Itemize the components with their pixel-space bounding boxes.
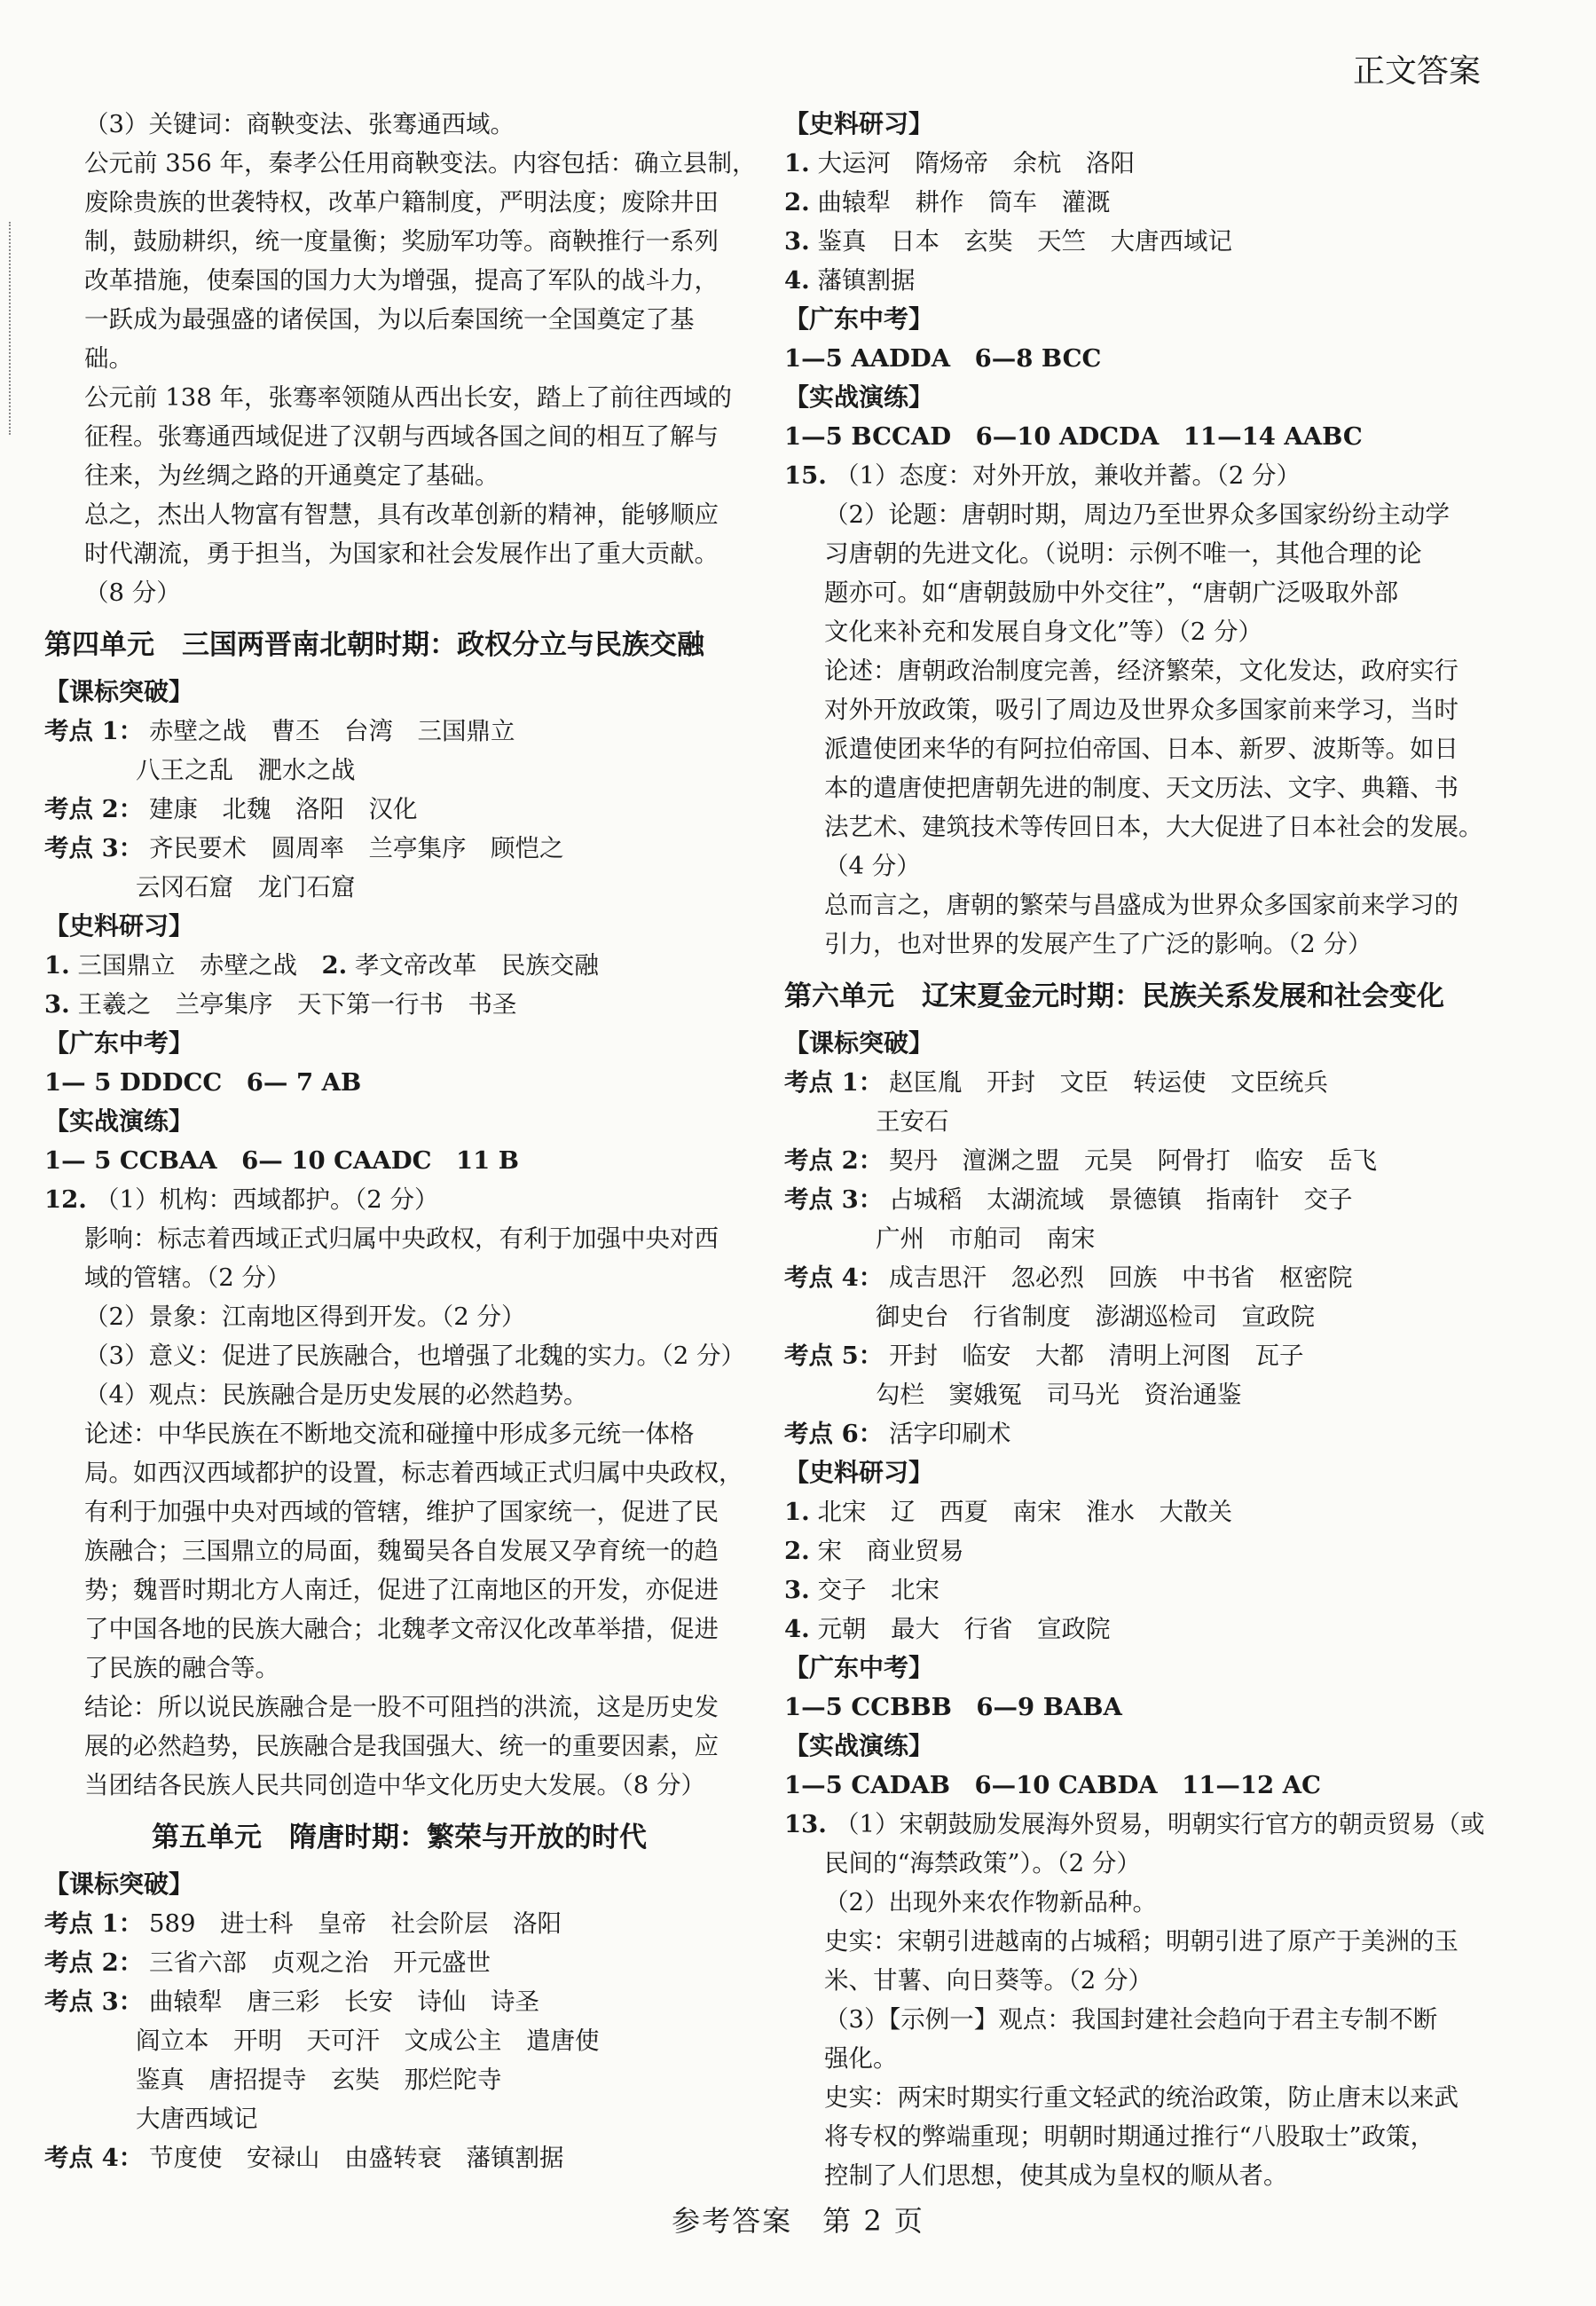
item-number: 3. [784,227,810,256]
answer-key: 1— 5 DDDCC [44,1068,247,1097]
answer-line: （2）论题：唐朝时期，周边乃至世界众多国家纷纷主动学 [824,500,1450,529]
unit6-title: 第六单元 辽宋夏金元时期：民族关系发展和社会变化 [784,980,1444,1012]
answer-line: 结论：所以说民族融合是一股不可阻挡的洪流，这是历史发 [84,1693,719,1721]
kaodian-row [44,712,754,751]
section-label: 【实战演练】 [44,1106,194,1136]
answer-key: 6—10 CABDA [974,1771,1183,1799]
section-label: 【实战演练】 [784,1731,934,1760]
intro-line: 往来，为丝绸之路的开通奠定了基础。 [84,461,499,490]
answer-line: 文化来补充和发展自身文化”等）（2 分） [824,618,1263,646]
kaodian-label: 考点 3： [44,834,144,862]
answer-line: 控制了人们思想，使其成为皇权的顺从者。 [824,2161,1288,2190]
section-label: 【史料研习】 [784,109,934,138]
answer-line: 了中国各地的民族大融合；北魏孝文帝汉化改革举措，促进 [84,1615,719,1643]
kaodian-row [44,2138,754,2177]
answer-line: 域的管辖。（2 分） [84,1263,291,1292]
answer-line: 有利于加强中央对西域的管辖，维护了国家统一，促进了民 [84,1498,719,1526]
item-number: 1. [44,951,70,980]
answer-key-row [44,1063,754,1102]
answer-key: 6—8 BCC [974,344,1102,373]
kaodian-answer: 勾栏 窦娥冤 司马光 资治通鉴 [876,1381,1242,1409]
answer-key-row [784,417,1503,456]
answer-line: 族融合；三国鼎立的局面，魏蜀吴各自发展又孕育统一的趋 [84,1537,719,1565]
item-answer: 交子 北宋 [817,1576,940,1604]
answer-line: 史实：宋朝引进越南的占城稻；明朝引进了原产于美洲的玉 [824,1927,1458,1956]
kaodian-label: 考点 3： [784,1185,884,1214]
answer-line: （1）态度：对外开放，兼收并蓄。（2 分） [835,461,1301,490]
intro-line: （8 分） [84,578,181,607]
item-answer: 大运河 隋炀帝 余杭 洛阳 [817,149,1135,177]
kaodian-answer: 契丹 澶渊之盟 元昊 阿骨打 临安 岳飞 [889,1146,1377,1175]
kaodian-answer: 赤壁之战 曹丕 台湾 三国鼎立 [149,717,515,745]
item-answer: 王羲之 兰亭集序 天下第一行书 书圣 [77,990,517,1019]
answer-line: 了民族的融合等。 [84,1654,279,1682]
kaodian-label: 考点 3： [44,1987,144,2016]
intro-line: 时代潮流，勇于担当，为国家和社会发展作出了重大贡献。 [84,539,719,568]
kaodian-row [44,1904,754,1943]
answer-line: （2）出现外来农作物新品种。 [824,1888,1157,1916]
answer-key-row [44,1141,754,1180]
answer-key: 1— 5 CCBAA [44,1146,242,1175]
kaodian-row [44,790,754,829]
answer-line: 派遣使团来华的有阿拉伯帝国、日本、新罗、波斯等。如日 [824,735,1458,763]
item-number: 4. [784,266,810,295]
intro-line: 公元前 356 年，秦孝公任用商鞅变法。内容包括：确立县制， [84,149,757,177]
question-number: 12. [44,1185,87,1214]
kaodian-answer: 589 进士科 皇帝 社会阶层 洛阳 [149,1909,562,1938]
unit5-title: 第五单元 隋唐时期：繁荣与开放的时代 [152,1822,647,1853]
kaodian-row [784,1180,1503,1219]
kaodian-row [784,1414,1503,1453]
kaodian-answer: 开封 临安 大都 清明上河图 瓦子 [889,1342,1304,1370]
shiliao-row [44,985,754,1024]
item-number: 1. [784,149,810,177]
kaodian-label: 考点 2： [784,1146,884,1175]
shiliao-row [784,1570,1503,1609]
answer-line: 影响：标志着西域正式归属中央政权，有利于加强中央对西 [84,1224,719,1253]
kaodian-answer: 占城稻 太湖流域 景德镇 指南针 交子 [889,1185,1353,1214]
kaodian-answer: 曲辕犁 唐三彩 长安 诗仙 诗圣 [149,1987,539,2016]
answer-key: 1—5 AADDA [784,344,975,373]
answer-key: 6—9 BABA [976,1693,1122,1721]
answer-line: 展的必然趋势，民族融合是我国强大、统一的重要因素，应 [84,1732,719,1760]
section-label: 【广东中考】 [44,1028,194,1058]
item-answer: 三国鼎立 赤壁之战 [77,951,322,980]
intro-line: 制，鼓励耕织，统一度量衡；奖励军功等。商鞅推行一系列 [84,227,719,256]
shiliao-row [784,222,1503,261]
answer-line: （3）【示例一】观点：我国封建社会趋向于君主专制不断 [824,2005,1438,2034]
intro-line: 征程。张骞通西域促进了汉朝与西域各国之间的相互了解与 [84,422,719,451]
kaodian-row [44,1943,754,1982]
intro-line: 废除贵族的世袭特权，改革户籍制度，严明法度；废除井田 [84,188,719,216]
answer-line: 总而言之，唐朝的繁荣与昌盛成为世界众多国家前来学习的 [824,891,1458,919]
item-answer: 鉴真 日本 玄奘 天竺 大唐西域记 [817,227,1232,256]
section-label: 【广东中考】 [784,304,934,334]
item-answer: 藩镇割据 [817,266,916,295]
left-column [44,105,757,2177]
answer-key: 1—5 CADAB [784,1771,975,1799]
question-row [784,1805,1503,1844]
answer-line: （3）意义：促进了民族融合，也增强了北魏的实力。（2 分） [84,1342,745,1370]
unit4-title: 第四单元 三国两晋南北朝时期：政权分立与民族交融 [44,629,704,661]
kaodian-answer: 鉴真 唐招提寺 玄奘 那烂陀寺 [136,2066,502,2094]
intro-line: 改革措施，使秦国的国力大为增强，提高了军队的战斗力， [84,266,719,295]
kaodian-answer: 大唐西域记 [136,2105,258,2133]
intro-line: 础。 [84,344,133,373]
answer-key: 1—5 BCCAD [784,422,976,451]
answer-key: 11 B [455,1146,520,1175]
item-number: 2. [784,1537,810,1565]
answer-key: 6— 10 CAADC [241,1146,456,1175]
section-label: 【课标突破】 [44,1869,194,1899]
section-label: 【史料研习】 [784,1458,934,1487]
kaodian-row [784,1063,1503,1102]
answer-line: 法艺术、建筑技术等传回日本，大大促进了日本社会的发展。 [824,813,1483,841]
item-answer: 曲辕犁 耕作 筒车 灌溉 [817,188,1111,216]
kaodian-label: 考点 1： [44,1909,144,1938]
item-number: 4. [784,1615,810,1643]
question-row [784,456,1503,495]
item-number: 3. [784,1576,810,1604]
answer-key: 11—14 AABC [1183,422,1363,451]
item-answer: 孝文帝改革 民族交融 [354,951,599,980]
answer-line: 将专权的弊端重现；明朝时期通过推行“八股取士”政策， [824,2122,1435,2151]
kaodian-row [784,1141,1503,1180]
kaodian-answer: 王安石 [876,1107,949,1136]
kaodian-answer: 活字印刷术 [889,1420,1011,1448]
intro-line: （3）关键词：商鞅变法、张骞通西域。 [84,110,515,138]
question-number: 13. [784,1810,827,1838]
answer-key: 11—12 AC [1182,1771,1321,1799]
item-number: 2. [784,188,810,216]
intro-line: 总之，杰出人物富有智慧，具有改革创新的精神，能够顺应 [84,500,719,529]
shiliao-row [784,144,1503,183]
kaodian-row [784,1258,1503,1297]
shiliao-row [784,1492,1503,1531]
answer-line: （1）宋朝鼓励发展海外贸易，明朝实行官方的朝贡贸易（或 [835,1810,1485,1838]
kaodian-answer: 节度使 安禄山 由盛转衰 藩镇割据 [149,2144,564,2172]
kaodian-row [44,1982,754,2021]
section-label: 【史料研习】 [44,911,194,941]
kaodian-answer: 三省六部 贞观之治 开元盛世 [149,1948,491,1977]
answer-line: 强化。 [824,2044,898,2073]
answer-key-row [784,339,1503,378]
kaodian-answer: 御史台 行省制度 澎湖巡检司 宣政院 [876,1303,1315,1331]
answer-line: （2）景象：江南地区得到开发。（2 分） [84,1303,526,1331]
answer-key: 6—10 ADCDA [975,422,1183,451]
item-number: 1. [784,1498,810,1526]
kaodian-answer: 广州 市舶司 南宋 [876,1224,1096,1253]
kaodian-answer: 云冈石窟 龙门石窟 [136,873,356,901]
right-column [784,105,1503,2195]
item-answer: 元朝 最大 行省 宣政院 [817,1615,1111,1643]
question-number: 15. [784,461,827,490]
kaodian-answer: 八王之乱 淝水之战 [136,756,356,784]
answer-line: （4 分） [824,852,921,880]
kaodian-answer: 建康 北魏 洛阳 汉化 [149,795,418,823]
kaodian-answer: 齐民要术 圆周率 兰亭集序 顾恺之 [149,834,564,862]
answer-line: 论述：唐朝政治制度完善，经济繁荣，文化发达，政府实行 [824,657,1458,685]
kaodian-label: 考点 1： [44,717,144,745]
answer-line: 对外开放政策，吸引了周边及世界众多国家前来学习，当时 [824,696,1458,724]
answer-line: 论述：中华民族在不断地交流和碰撞中形成多元统一体格 [84,1420,695,1448]
item-answer: 宋 商业贸易 [817,1537,964,1565]
answer-key-row [784,1766,1503,1805]
shiliao-row [784,1609,1503,1649]
kaodian-label: 考点 2： [44,795,144,823]
answer-line: （1）机构：西域都护。（2 分） [95,1185,439,1214]
page-footer: 参考答案 第 2 页 [672,2204,924,2238]
answer-line: 习唐朝的先进文化。（说明：示例不唯一，其他合理的论 [824,539,1422,568]
section-label: 【实战演练】 [784,382,934,412]
kaodian-row [44,829,754,868]
shiliao-row [44,946,754,985]
answer-key-row [784,1688,1503,1727]
section-label: 【课标突破】 [44,677,194,706]
section-label: 【广东中考】 [784,1653,934,1682]
kaodian-row [784,1336,1503,1375]
answer-line: 史实：两宋时期实行重文轻武的统治政策，防止唐末以来武 [824,2083,1458,2112]
kaodian-label: 考点 4： [784,1263,884,1292]
section-label: 【课标突破】 [784,1028,934,1058]
intro-line: 一跃成为最强盛的诸侯国，为以后秦国统一全国奠定了基 [84,305,695,334]
answer-key: 1—5 CCBBB [784,1693,977,1721]
kaodian-label: 考点 4： [44,2144,144,2172]
kaodian-label: 考点 5： [784,1342,884,1370]
answer-line: 本的遣唐使把唐朝先进的制度、天文历法、文字、典籍、书 [824,774,1458,802]
kaodian-label: 考点 6： [784,1420,884,1448]
kaodian-label: 考点 2： [44,1948,144,1977]
kaodian-answer: 赵匡胤 开封 文臣 转运使 文臣统兵 [889,1068,1328,1097]
answer-line: 势；魏晋时期北方人南迁，促进了江南地区的开发，亦促进 [84,1576,719,1604]
kaodian-answer: 成吉思汗 忽必烈 回族 中书省 枢密院 [889,1263,1353,1292]
kaodian-answer: 阎立本 开明 天可汗 文成公主 遣唐使 [136,2027,600,2055]
page-header: 正文答案 [1352,53,1481,90]
kaodian-label: 考点 1： [784,1068,884,1097]
answer-line: （4）观点：民族融合是历史发展的必然趋势。 [84,1381,588,1409]
shiliao-row [784,1531,1503,1570]
answer-line: 引力，也对世界的发展产生了广泛的影响。（2 分） [824,930,1372,958]
answer-line: 当团结各民族人民共同创造中华文化历史大发展。（8 分） [84,1771,705,1799]
intro-line: 公元前 138 年，张骞率领随从西出长安，踏上了前往西域的 [84,383,732,412]
shiliao-row [784,183,1503,222]
shiliao-row [784,261,1503,300]
answer-line: 题亦可。如“唐朝鼓励中外交往”，“唐朝广泛吸取外部 [824,578,1399,607]
item-answer: 北宋 辽 西夏 南宋 淮水 大散关 [817,1498,1232,1526]
answer-line: 米、甘薯、向日葵等。（2 分） [824,1966,1152,1995]
answer-line: 局。如西汉西域都护的设置，标志着西域正式归属中央政权， [84,1459,743,1487]
binding-edge [0,222,11,435]
item-number: 2. [321,951,348,980]
answer-key: 6— 7 AB [246,1068,362,1097]
question-row [44,1180,754,1219]
answer-line: 民间的“海禁政策”）。（2 分） [824,1849,1141,1877]
item-number: 3. [44,990,70,1019]
